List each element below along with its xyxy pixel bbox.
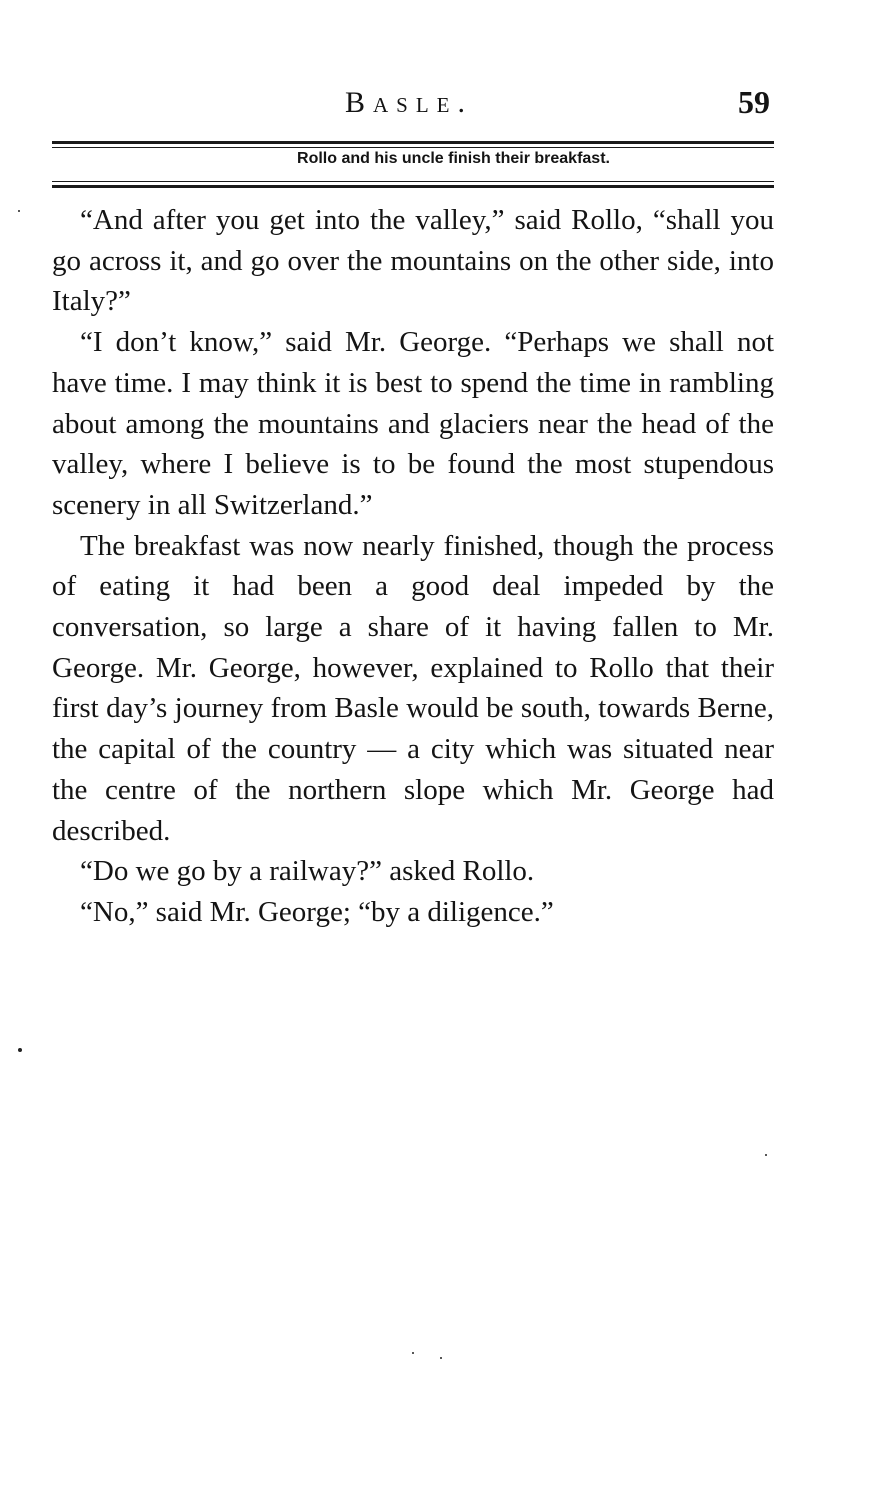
print-speck xyxy=(765,1154,767,1156)
print-speck xyxy=(440,1357,442,1359)
paragraph-rollo-question: “And after you get into the valley,” said Rollo, “shall you go across it, and go over the mountains on the other side, into Italy?” xyxy=(52,204,774,318)
running-head xyxy=(0,84,877,128)
running-title: Basle. xyxy=(345,86,474,119)
bottom-rule-thin xyxy=(52,181,774,182)
print-speck xyxy=(18,210,20,212)
top-rule xyxy=(52,141,774,144)
chapter-subheading: Rollo and his uncle finish their breakfast. xyxy=(297,150,610,167)
bottom-rule xyxy=(52,185,774,188)
paragraph-george-answer: “I don’t know,” said Mr. George. “Perhaps we shall not have time. I may think it is best to spend the time in rambling about among the mountains and glaciers near the head of the valley, where I believe is to be found the most stupendous scenery in all Switzerland.” xyxy=(52,326,774,521)
page-number: 59 xyxy=(738,84,770,120)
paragraph-breakfast-narration: The breakfast was now nearly finished, though the process of eating it had been a good deal impeded by the conversation, so large a share of it having fallen to Mr. George. Mr. George, however, explained to Rollo that their first day’s journey from Basle would be south, towards Berne, the capital of the country — a city which was situated near the centre of the northern slope which Mr. George had described. xyxy=(52,529,774,847)
paragraph-railway-question: “Do we go by a railway?” asked Rollo. xyxy=(80,855,535,888)
print-speck xyxy=(412,1352,414,1354)
top-rule-thin xyxy=(52,147,774,148)
paragraph-diligence-answer: “No,” said Mr. George; “by a diligence.” xyxy=(80,895,554,928)
body-text xyxy=(52,200,774,933)
print-speck xyxy=(18,1048,22,1052)
